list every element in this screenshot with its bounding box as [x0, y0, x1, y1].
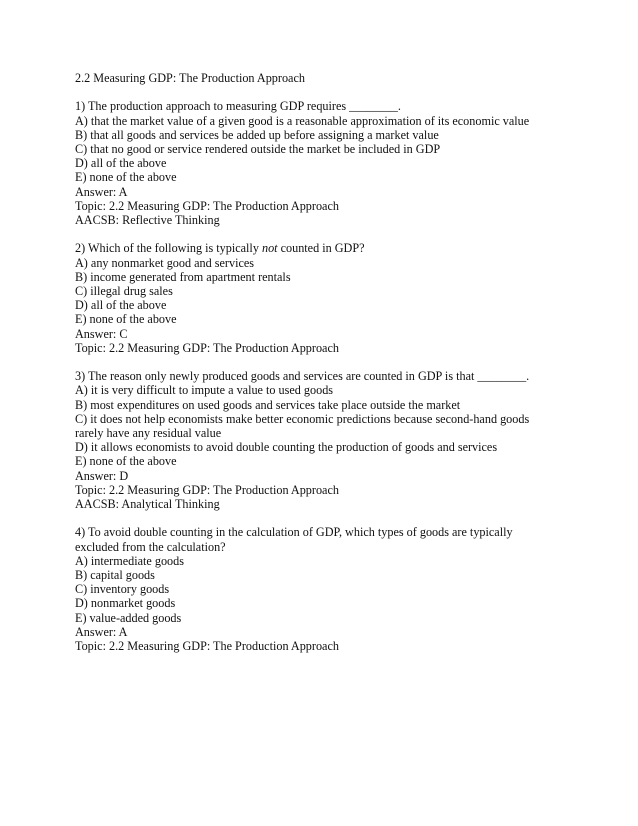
option-a: A) any nonmarket good and services	[75, 255, 255, 270]
spacer	[75, 511, 555, 525]
option-b: B) that all goods and services be added up before assigning a market value	[75, 127, 439, 142]
spacer	[75, 355, 555, 369]
question-4	[75, 525, 555, 653]
option-e: E) none of the above	[75, 312, 177, 327]
topic: Topic: 2.2 Measuring GDP: The Production Approach	[75, 482, 339, 497]
question-stem-continued: excluded from the calculation?	[75, 539, 226, 554]
option-d: D) it allows economists to avoid double counting the production of goods and services	[75, 440, 498, 455]
stem-text: 2) Which of the following is typically	[75, 241, 262, 256]
option-d: D) nonmarket goods	[75, 596, 176, 611]
option-c: C) it does not help economists make better economic predictions because second-hand goods	[75, 411, 530, 426]
option-c-continued: rarely have any residual value	[75, 426, 222, 441]
aacsb: AACSB: Analytical Thinking	[75, 497, 220, 512]
option-e: E) none of the above	[75, 454, 177, 469]
answer: Answer: A	[75, 624, 128, 639]
spacer	[75, 227, 555, 241]
aacsb: AACSB: Reflective Thinking	[75, 213, 220, 228]
option-b: B) income generated from apartment rentals	[75, 269, 291, 284]
option-d: D) all of the above	[75, 298, 167, 313]
answer: Answer: A	[75, 184, 128, 199]
stem-emphasis: not	[261, 241, 278, 256]
answer: Answer: D	[75, 468, 129, 483]
question-stem: 3) The reason only newly produced goods and services are counted in GDP is that ________.	[75, 369, 530, 384]
option-c: C) inventory goods	[75, 582, 170, 597]
question-2	[75, 241, 555, 355]
topic: Topic: 2.2 Measuring GDP: The Production Approach	[75, 639, 339, 654]
question-3	[75, 369, 555, 511]
option-e: E) value-added goods	[75, 610, 182, 625]
document-page	[75, 71, 555, 653]
option-c: C) that no good or service rendered outside the market be included in GDP	[75, 142, 441, 156]
section-heading: 2.2 Measuring GDP: The Production Approach	[75, 71, 305, 85]
topic: Topic: 2.2 Measuring GDP: The Production Approach	[75, 340, 339, 355]
question-stem	[75, 241, 555, 255]
question-stem: 1) The production approach to measuring GDP requires ________.	[75, 99, 401, 114]
spacer	[75, 85, 555, 99]
option-c: C) illegal drug sales	[75, 284, 173, 299]
topic: Topic: 2.2 Measuring GDP: The Production Approach	[75, 198, 339, 213]
question-stem: 4) To avoid double counting in the calculation of GDP, which types of goods are typically	[75, 525, 513, 540]
option-a: A) it is very difficult to impute a value to used goods	[75, 383, 334, 398]
question-1	[75, 99, 555, 227]
option-a: A) intermediate goods	[75, 553, 184, 568]
option-e: E) none of the above	[75, 170, 177, 185]
answer: Answer: C	[75, 326, 128, 341]
option-b: B) capital goods	[75, 568, 155, 583]
option-b: B) most expenditures on used goods and services take place outside the market	[75, 397, 461, 412]
option-d: D) all of the above	[75, 156, 167, 171]
option-a: A) that the market value of a given good is a reasonable approximation of its economic value	[75, 113, 530, 128]
stem-text: counted in GDP?	[277, 241, 365, 256]
